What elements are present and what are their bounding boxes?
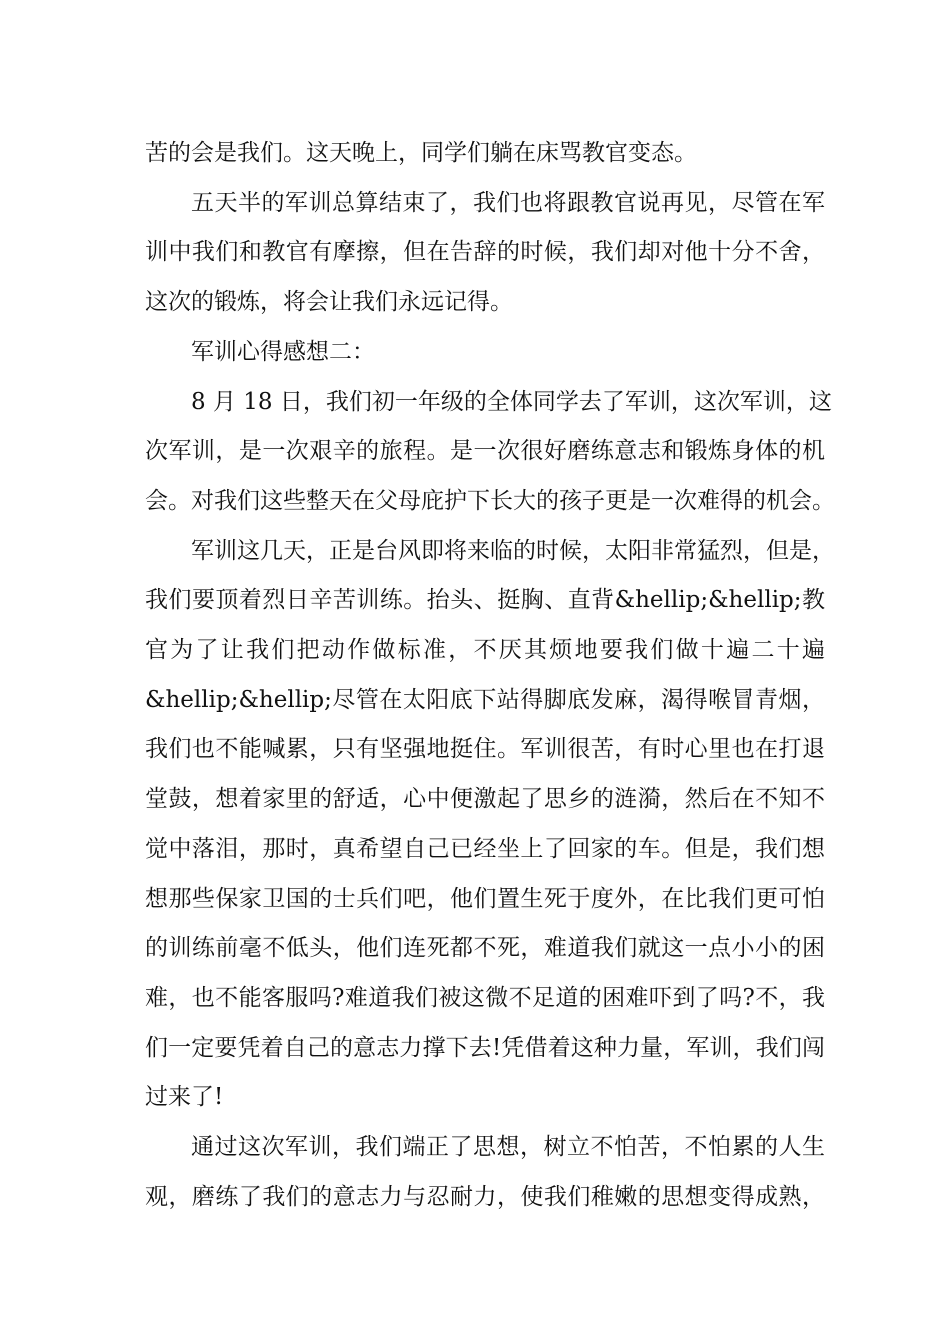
text-line: 军训心得感想二： <box>191 338 375 365</box>
text-line: 想那些保家卫国的士兵们吧，他们置生死于度外，在比我们更可怕 <box>145 885 825 912</box>
text-line: 五天半的军训总算结束了，我们也将跟教官说再见，尽管在军 <box>191 189 825 216</box>
text-line: 通过这次军训，我们端正了思想，树立不怕苦，不怕累的人生 <box>191 1134 825 1160</box>
text-line: 8 月 18 日，我们初一年级的全体同学去了军训，这次军训，这 <box>191 388 832 415</box>
text-line: &hellip;&hellip;尽管在太阳底下站得脚底发麻，渴得喉冒青烟， <box>145 686 825 713</box>
text-line: 苦的会是我们。这天晚上，同学们躺在床骂教官变态。 <box>145 140 697 166</box>
text-line: 官为了让我们把动作做标准，不厌其烦地要我们做十遍二十遍 <box>145 637 825 663</box>
text-line: 堂鼓，想着家里的舒适，心中便激起了思乡的涟漪，然后在不知不 <box>145 786 825 813</box>
text-line: 难，也不能客服吗?难道我们被这微不足道的困难吓到了吗?不，我 <box>145 984 825 1011</box>
text-line: 次军训，是一次艰辛的旅程。是一次很好磨练意志和锻炼身体的机 <box>145 438 825 465</box>
text-line: 训中我们和教官有摩擦，但在告辞的时候，我们却对他十分不舍， <box>145 239 825 266</box>
text-line: 会。对我们这些整天在父母庇护下长大的孩子更是一次难得的机会。 <box>145 487 835 514</box>
text-line: 们一定要凭着自己的意志力撑下去!凭借着这种力量，军训，我们闯 <box>145 1034 825 1061</box>
text-line: 军训这几天，正是台风即将来临的时候，太阳非常猛烈，但是， <box>191 537 835 564</box>
text-line: 过来了! <box>145 1084 224 1111</box>
text-line: 我们也不能喊累，只有坚强地挺住。军训很苦，有时心里也在打退 <box>145 736 825 763</box>
text-line: 我们要顶着烈日辛苦训练。抬头、挺胸、直背&hellip;&hellip;教 <box>145 587 825 614</box>
text-line: 观，磨练了我们的意志力与忍耐力，使我们稚嫩的思想变得成熟， <box>145 1183 825 1210</box>
text-line: 的训练前毫不低头，他们连死都不死，难道我们就这一点小小的困 <box>145 935 825 962</box>
text-line: 这次的锻炼，将会让我们永远记得。 <box>145 289 513 316</box>
text-line: 觉中落泪，那时，真希望自己已经坐上了回家的车。但是，我们想 <box>145 835 825 862</box>
